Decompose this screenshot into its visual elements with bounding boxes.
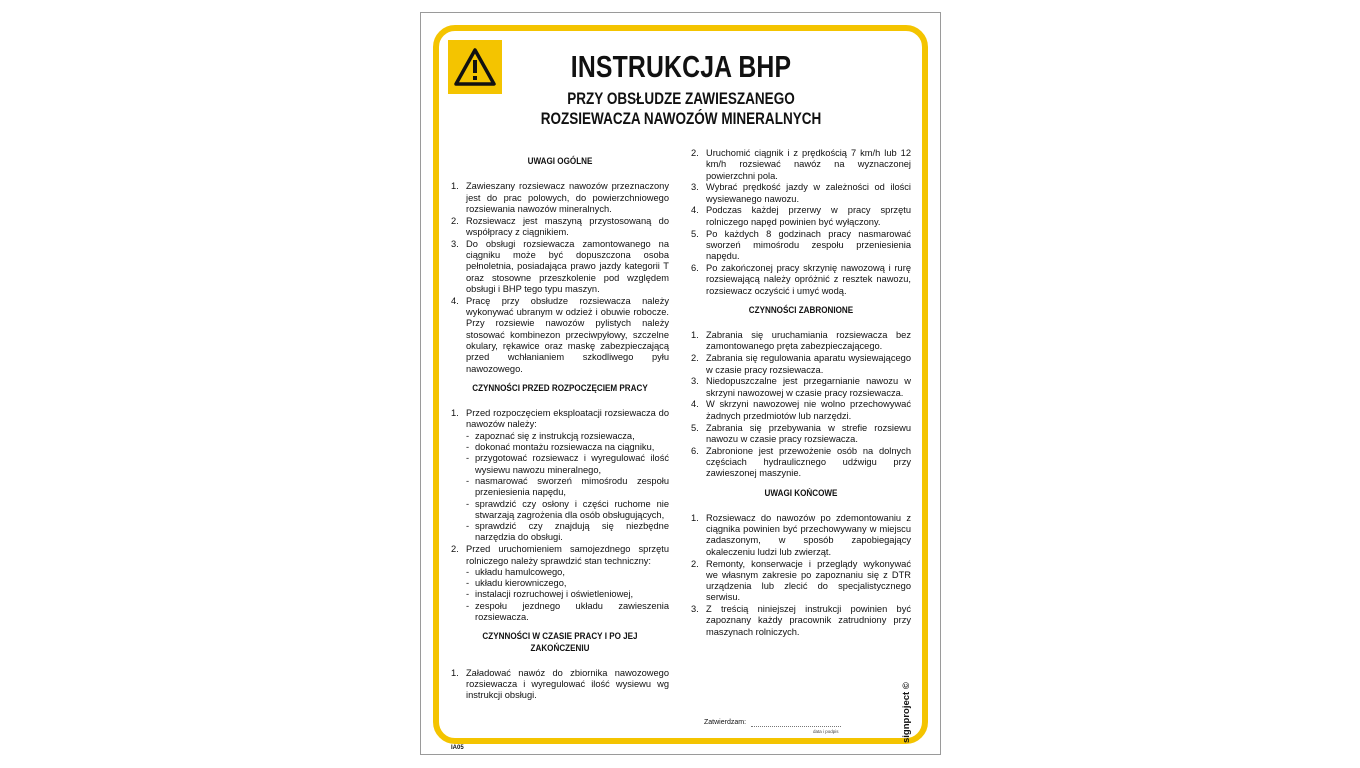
subtitle-line: PRZY OBSŁUDZE ZAWIESZANEGO (567, 90, 795, 108)
section-heading: UWAGI OGÓLNE (527, 156, 593, 166)
list-item (451, 216, 669, 239)
item-text (706, 399, 911, 422)
item-text-body: Wybrać prędkość jazdy w zależności od ilości wysiewanego nawozu. (706, 182, 911, 204)
item-text-body: Załadować nawóz do zbiornika nawozowego rozsiewacza i wyregulować ilość wysiewu wg instrukcji obsługi. (466, 667, 669, 701)
list-item (451, 239, 669, 295)
item-text (466, 296, 669, 375)
section-heading: CZYNNOŚCI W CZASIE PRACY I PO JEJ ZAKOŃCZENIU (482, 631, 638, 653)
item-text (466, 668, 669, 702)
dash-marker: - (466, 600, 470, 611)
item-text-body: Do obsługi rozsiewacza zamontowanego na ciągniku może być dopuszczona osoba pełnoletnia, posiadająca prawo jazdy kategorii T oraz stosowne przeszkolenie pod względem obsługi i BHP tego typu maszyn. (466, 238, 669, 294)
item-text-body: Rozsiewacz do nawozów po zdemontowaniu z ciągnika powinien być przechowywany w miejscu zadaszonym, w sposób zapobiegający okaleczeniu ludzi lub zwierząt. (706, 512, 911, 557)
signature-caption: data i podpis (813, 729, 839, 734)
list-item (451, 296, 669, 375)
list-item (451, 408, 669, 544)
dash-marker: - (466, 498, 470, 509)
sub-item-text: układu hamulcowego, (475, 566, 565, 577)
dash-marker: - (466, 566, 470, 577)
item-text-body: Po każdych 8 godzinach pracy nasmarować sworzeń mimośrodu zespołu przeniesienia napędu. (706, 228, 911, 262)
item-number: 3. (691, 376, 699, 387)
item-number: 1. (451, 667, 459, 678)
item-number: 1. (691, 512, 699, 523)
sub-list-item (466, 567, 669, 578)
item-text (706, 423, 911, 446)
numbered-list (691, 330, 911, 479)
page-title: INSTRUKCJA BHP (570, 49, 792, 84)
sub-item-text: układu kierowniczego, (475, 578, 567, 589)
item-text (466, 544, 669, 623)
list-item (691, 330, 911, 353)
section-heading: UWAGI KOŃCOWE (764, 487, 838, 498)
brand-mark: signproject © (901, 682, 912, 743)
sub-item-text: zespołu jezdnego układu zawieszenia rozsiewacza. (475, 600, 669, 622)
sign-code: IA05 (451, 745, 464, 751)
subtitle-line: ROZSIEWACZA NAWOZÓW MINERALNYCH (540, 110, 822, 128)
sub-list-item (466, 578, 669, 589)
item-text (706, 330, 911, 353)
item-text (706, 353, 911, 376)
dash-marker: - (466, 589, 470, 600)
item-number: 1. (451, 408, 459, 419)
list-item (691, 182, 911, 205)
list-item (691, 148, 911, 182)
item-text-body: Zabronione jest przewożenie osób na dolnych częściach hydraulicznego udźwigu przy zawieszonej maszynie. (706, 445, 911, 479)
item-text-body: Niedopuszczalne jest przegarnianie nawozu w skrzyni nawozowej w czasie pracy rozsiewacza. (706, 376, 911, 398)
item-text (706, 205, 911, 228)
item-text (706, 604, 911, 638)
sub-list-item (466, 601, 669, 624)
item-number: 3. (451, 238, 459, 249)
sub-list-item (466, 589, 669, 600)
item-text-body: Zabrania się regulowania aparatu wysiewającego w czasie pracy rozsiewacza. (706, 353, 911, 375)
item-text-body: Przed uruchomieniem samojezdnego sprzętu rolniczego należy sprawdzić stan techniczny: (466, 544, 669, 566)
list-item (691, 446, 911, 480)
item-text (466, 408, 669, 544)
item-text (706, 376, 911, 399)
dash-marker: - (466, 578, 470, 589)
item-number: 2. (691, 558, 699, 569)
numbered-list (691, 513, 911, 638)
item-text-body: W skrzyni nawozowej nie wolno przechowywać żadnych przedmiotów lub narzędzi. (706, 399, 911, 421)
item-number: 5. (691, 422, 699, 433)
page-subtitle (517, 89, 845, 129)
sub-list-item (466, 453, 669, 476)
item-number: 2. (691, 148, 699, 158)
numbered-list (451, 668, 669, 702)
list-item (691, 423, 911, 446)
list-item (691, 376, 911, 399)
list-item (691, 513, 911, 558)
item-text-body: Zawieszany rozsiewacz nawozów przeznaczony jest do prac polowych, do powierzchniowego rozsiewania nawozów mineralnych. (466, 181, 669, 214)
item-text (706, 148, 911, 182)
right-column (691, 148, 911, 639)
warning-triangle-icon (448, 40, 502, 94)
item-text-body: Zabrania się przebywania w strefie rozsiewu nawozu w czasie pracy rozsiewacza. (706, 422, 911, 444)
item-text (466, 181, 669, 215)
item-text-body: Remonty, konserwacje i przeglądy wykonywać we własnym zakresie po zapoznaniu się z DTR urządzenia lub zlecić do specjalistycznego serwisu. (706, 558, 911, 603)
item-number: 2. (691, 353, 699, 364)
list-item (691, 263, 911, 297)
section-heading: CZYNNOŚCI ZABRONIONE (748, 304, 854, 315)
item-number: 6. (691, 262, 699, 273)
list-item (691, 205, 911, 228)
left-column (451, 148, 669, 702)
list-item (691, 559, 911, 604)
item-text (706, 446, 911, 480)
item-number: 4. (451, 295, 459, 306)
list-item (691, 399, 911, 422)
list-item (451, 544, 669, 623)
item-number: 1. (451, 181, 459, 192)
item-text-body: Rozsiewacz jest maszyną przystosowaną do współpracy z ciągnikiem. (466, 215, 669, 237)
list-item (451, 181, 669, 215)
dash-marker: - (466, 453, 470, 464)
item-text-body: Uruchomić ciągnik i z prędkością 7 km/h lub 12 km/h rozsiewać nawóz na wyznaczonej powierzchni pola. (706, 148, 911, 181)
approve-label: Zatwierdzam: (704, 719, 747, 726)
item-text-body: Pracę przy obsłudze rozsiewacza należy wykonywać ubranym w odzież i obuwie robocze. Przy rozsiewie nawozów pylistych należy stosować kombinezon przeciwpyłowy, szczelne okulary, rękawice oraz maskę zabezpieczającą przed wchłanianiem szkodliwego pyłu nawozowego. (466, 295, 669, 374)
sub-item-text: nasmarować sworzeń mimośrodu zespołu przeniesienia napędu, (475, 475, 669, 498)
item-text-body: Podczas każdej przerwy w pracy sprzętu rolniczego napęd powinien być wyłączony. (706, 205, 911, 227)
item-text (706, 182, 911, 205)
dash-marker: - (466, 442, 470, 453)
list-item (691, 229, 911, 263)
sub-item-text: sprawdzić czy znajdują się niezbędne narzędzia do obsługi. (475, 521, 669, 543)
item-text-body: Zabrania się uruchamiania rozsiewacza bez zamontowanego pręta zabezpieczającego. (706, 330, 911, 352)
sub-item-text: sprawdzić czy osłony i części ruchome nie stwarzają zagrożenia dla osób obsługujących, (475, 498, 669, 520)
dash-marker: - (466, 475, 470, 486)
item-text (466, 239, 669, 295)
signature-line (751, 726, 841, 727)
list-item (451, 668, 669, 702)
item-number: 4. (691, 205, 699, 216)
dash-marker: - (466, 521, 470, 532)
numbered-list (451, 181, 669, 375)
item-text-body: Po zakończonej pracy skrzynię nawozową i rurę rozsiewającą należy opróżnić z resztek nawozu, rozsiewacz oczyścić i umyć wodą. (706, 262, 911, 296)
item-number: 2. (451, 544, 459, 555)
dash-marker: - (466, 430, 470, 441)
sub-list-item (466, 476, 669, 499)
item-text-body: Przed rozpoczęciem eksploatacji rozsiewacza do nawozów należy: (466, 408, 669, 430)
sub-item-text: przygotować rozsiewacz i wyregulować ilość wysiewu nawozu mineralnego, (475, 453, 669, 475)
sub-item-text: instalacji rozruchowej i oświetleniowej, (475, 589, 634, 600)
sub-item-text: dokonać montażu rozsiewacza na ciągniku, (475, 442, 655, 453)
item-text (466, 216, 669, 239)
sub-list (466, 567, 669, 623)
item-number: 5. (691, 228, 699, 239)
section-heading: CZYNNOŚCI PRZED ROZPOCZĘCIEM PRACY (472, 382, 648, 393)
sub-list-item (466, 499, 669, 522)
list-item (691, 353, 911, 376)
item-number: 3. (691, 604, 699, 615)
sub-item-text: zapoznać się z instrukcją rozsiewacza, (475, 430, 635, 441)
sub-list (466, 431, 669, 544)
item-text (706, 263, 911, 297)
numbered-list (691, 148, 911, 297)
numbered-list (451, 408, 669, 623)
item-text-body: Z treścią niniejszej instrukcji powinien być zapoznany każdy pracownik zatrudniony przy maszynach rolniczych. (706, 604, 911, 637)
instruction-sign (420, 12, 941, 755)
item-number: 6. (691, 445, 699, 456)
item-text (706, 559, 911, 604)
item-text (706, 513, 911, 558)
sub-list-item (466, 442, 669, 453)
sub-list-item (466, 521, 669, 544)
list-item (691, 604, 911, 638)
item-number: 1. (691, 330, 699, 341)
item-number: 3. (691, 182, 699, 193)
item-number: 2. (451, 215, 459, 226)
item-number: 4. (691, 399, 699, 410)
item-text (706, 229, 911, 263)
sub-list-item (466, 431, 669, 442)
